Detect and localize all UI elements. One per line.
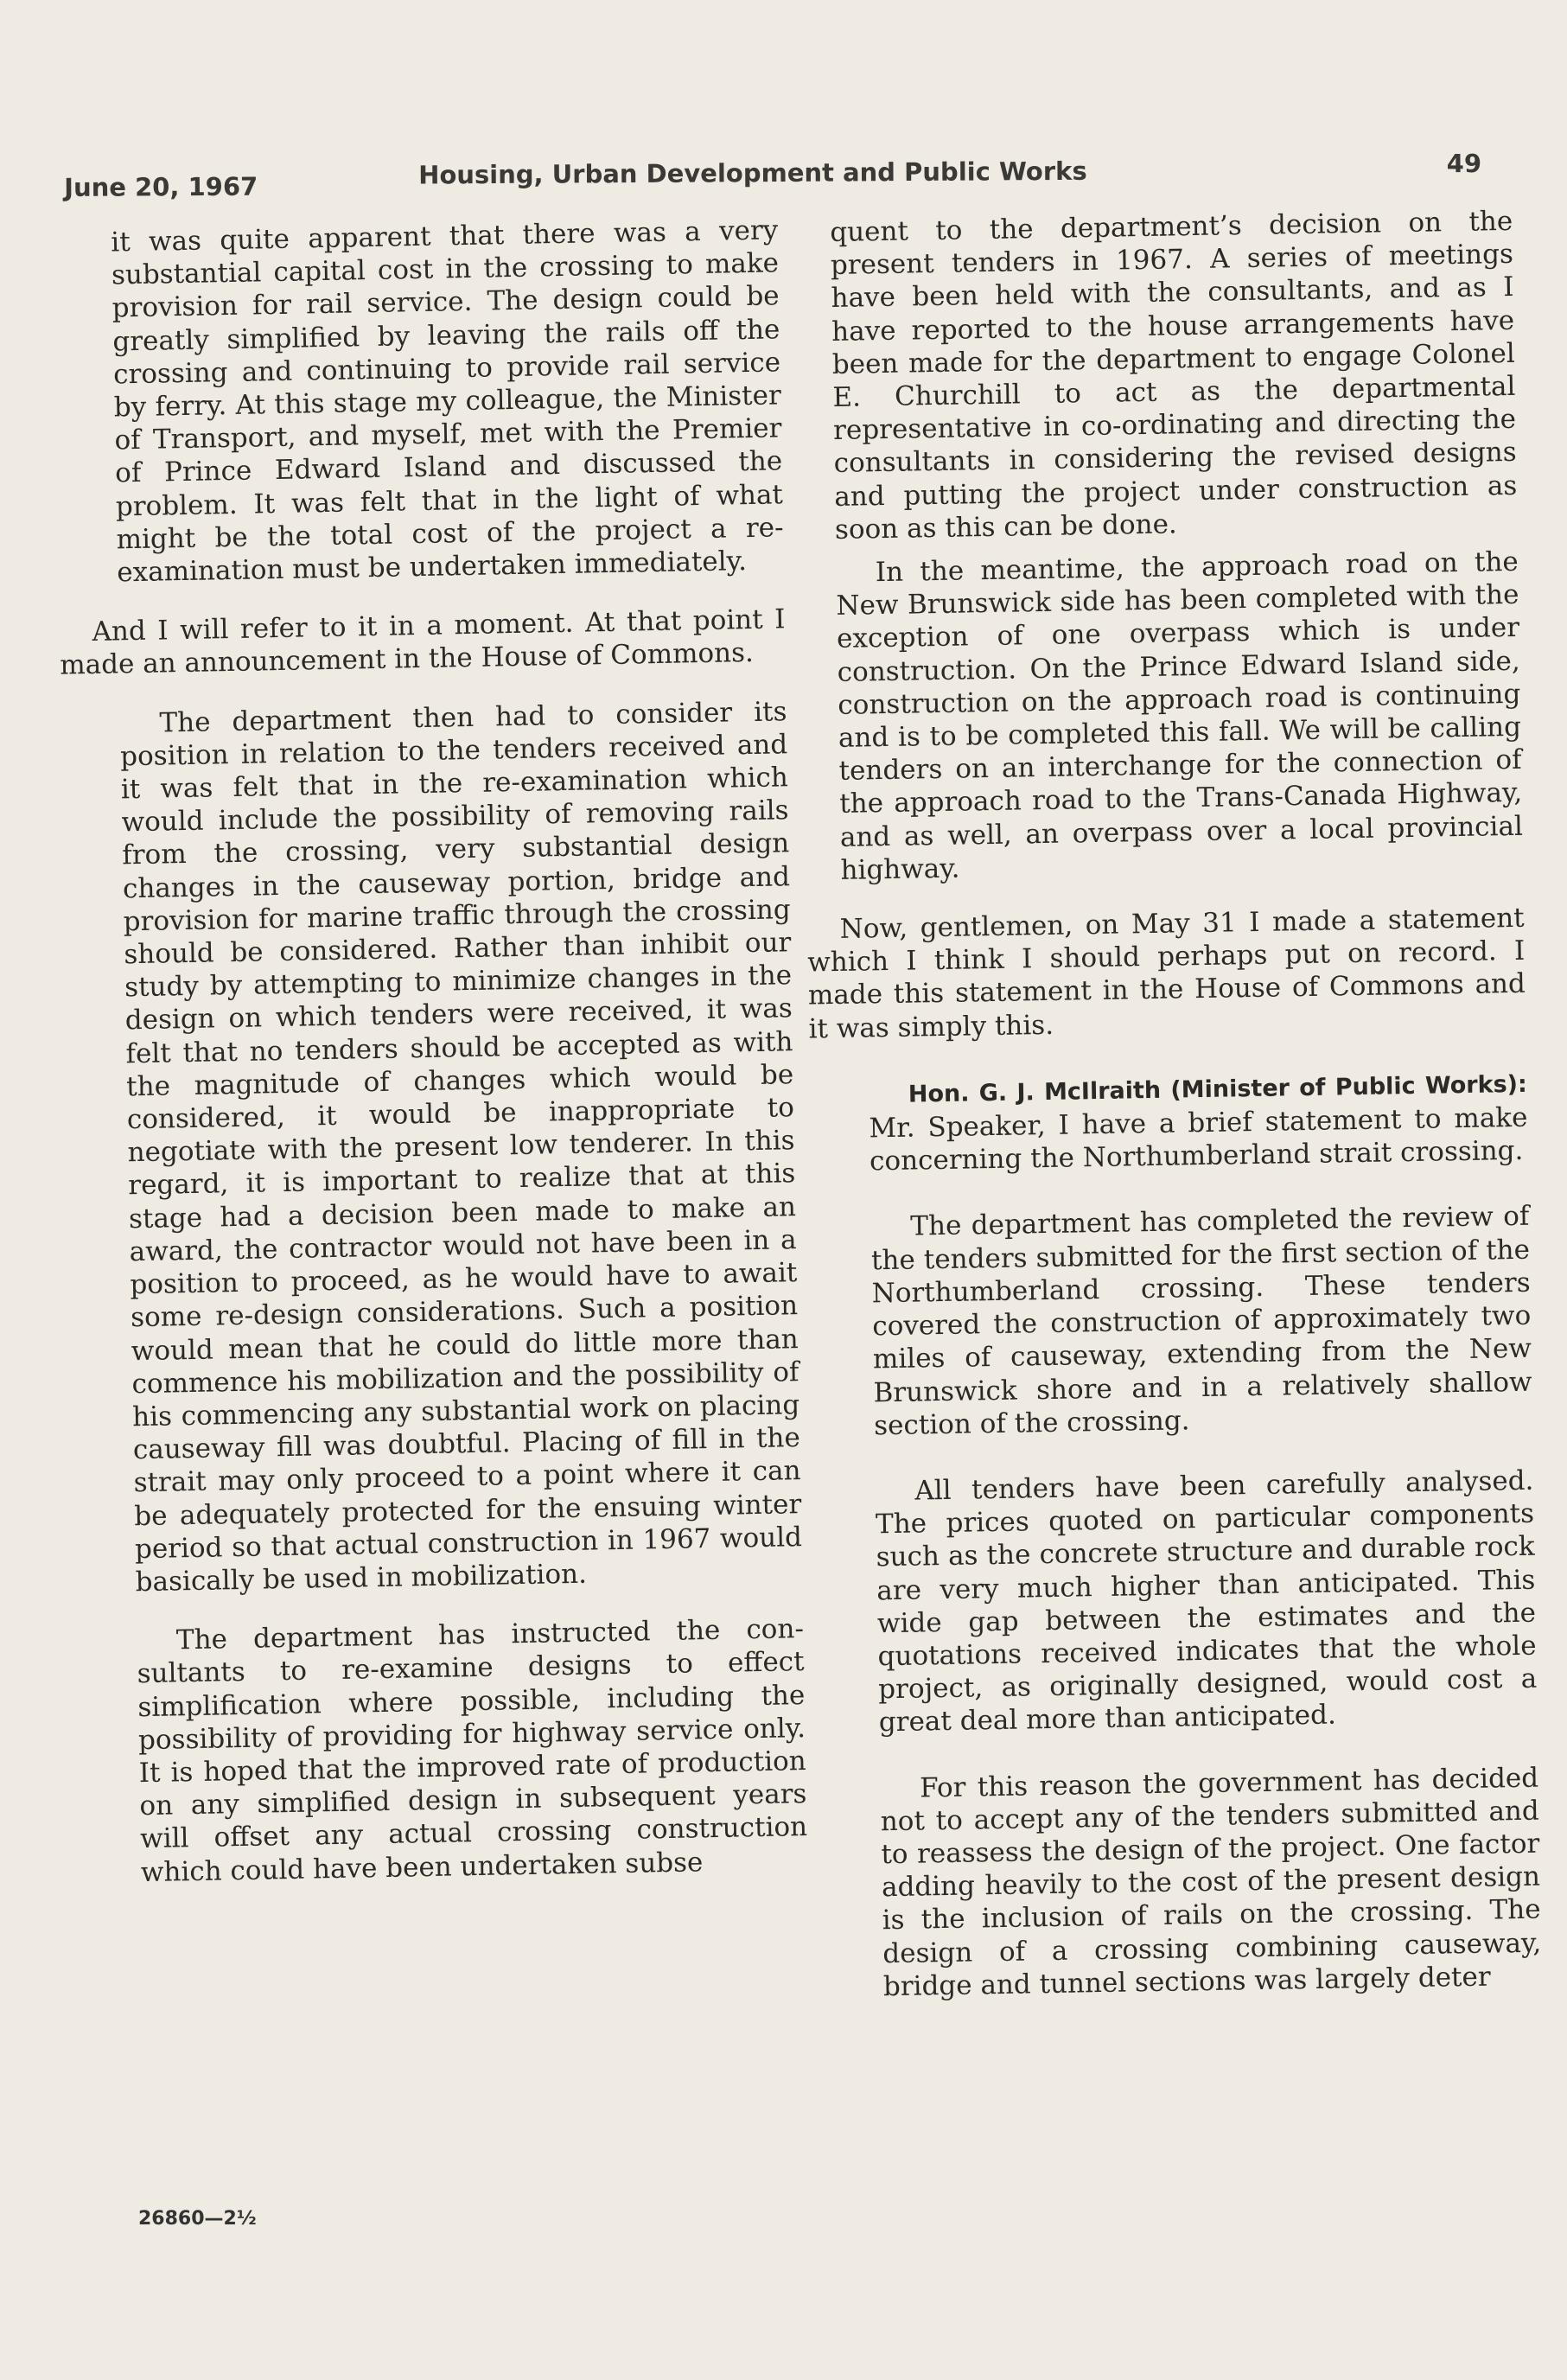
footer-code: 26860—2½: [138, 2208, 257, 2230]
speaker-statement: Mr. Speaker, I have a brief statement to make concerning the Northumberland strait crossing.: [869, 1101, 1528, 1177]
left-paragraph-2: And I will refer to it in a moment. At that point I made an announcement in the House of Commons.: [59, 603, 786, 682]
left-paragraph-4: The department has instructed the consultants to re-examine designs to effect simplification where possible, including the possibility of providing for highway service only. It is hoped that the improved rate of production on any simplified design in subsequent years will offset any actual crossing construction which could have been undertaken subse: [137, 1613, 808, 1888]
right-paragraph-7: For this reason the government has decided not to accept any of the tenders submitted and to reassess the design of the project. One factor adding heavily to the cost of the present design is the inclusion of rails on the crossing. The design of a crossing combining causeway, bridge and tunnel sections was largely deter: [880, 1762, 1542, 2003]
right-paragraph-5: The department has completed the review of the tenders submitted for the first section of the Northumberland crossing. These tenders covered the construction of approximately two miles of causeway, extending from the New Brunswick shore and in a relatively shallow section of the crossing.: [870, 1201, 1532, 1442]
right-paragraph-1: quent to the department’s decision on the present tenders in 1967. A series of meetings have been held with the consultants, and as I have reported to the house arrangements have been made for the department to engage Colonel E. Churchill to act as the departmental representative in co-ordinating and directing the consultants in considering the revised designs and putting the project under construction as soon as this can be done.: [830, 205, 1518, 546]
header-date: June 20, 1967: [64, 171, 258, 202]
right-paragraph-4: [869, 1067, 1529, 1178]
right-paragraph-6: All tenders have been carefully analysed. The prices quoted on particular components such as the concrete structure and durable rock are very much higher than anticipated. This wide gap between the estimates and the quotations received indicates that the whole project, as originally designed, would cost a great deal more than anticipated.: [875, 1464, 1538, 1739]
page-number: 49: [1446, 148, 1482, 179]
right-paragraph-3: Now, gentlemen, on May 31 I made a statement which I think I should perhaps put on record. I made this statement in the House of Commons and it was simply this.: [807, 902, 1526, 1045]
page-header: [64, 149, 1481, 201]
speaker-name: Hon. G. J. McIlraith (Minister of Public Works):: [908, 1070, 1528, 1108]
left-column: [59, 214, 808, 1889]
right-column: [807, 205, 1542, 2004]
left-paragraph-1: it was quite apparent that there was a very substantial capital cost in the crossing to make provision for rail service. The design could be greatly simplified by leaving the rails off the crossing and continuing to provide rail service by ferry. At this stage my colleague, the Minister of Transport, and myself, met with the Premier of Prince Edward Island and discussed the problem. It was felt that in the light of what might be the total cost of the project a re-examination must be undertaken immediately.: [111, 214, 784, 589]
left-paragraph-3: The department then had to consider its position in relation to the tenders received and it was felt that in the re-examination which would include the possibility of removing rails from the crossing, very substantial design changes in the causeway portion, bridge and provision for marine traffic through the crossing should be considered. Rather than inhibit our study by attempting to minimize changes in the design on which tenders were received, it was felt that no tenders should be accepted as with the magnitude of changes which would be considered, it would be inappropriate to negotiate with the present low tenderer. In this regard, it is important to realize that at this stage had a decision been made to make an award, the contractor would not have been in a position to proceed, as he would have to await some re-design considerations. Such a position would mean that he could do little more than commence his mobilization and the possibility of his commencing any substantial work on placing causeway fill was doubtful. Placing of fill in the strait may only proceed to a point where it can be adequately protected for the ensuing winter period so that actual construction in 1967 would basically be used in mobilization.: [119, 695, 803, 1598]
header-title: Housing, Urban Development and Public Works: [418, 156, 1087, 190]
right-paragraph-2: In the meantime, the approach road on the New Brunswick side has been completed with the exception of one overpass which is under construction. On the Prince Edward Island side, construction on the approach road is continuing and is to be completed this fall. We will be calling tenders on an interchange for the connection of the approach road to the Trans-Canada Highway, and as well, an overpass over a local provincial highway.: [836, 546, 1524, 886]
